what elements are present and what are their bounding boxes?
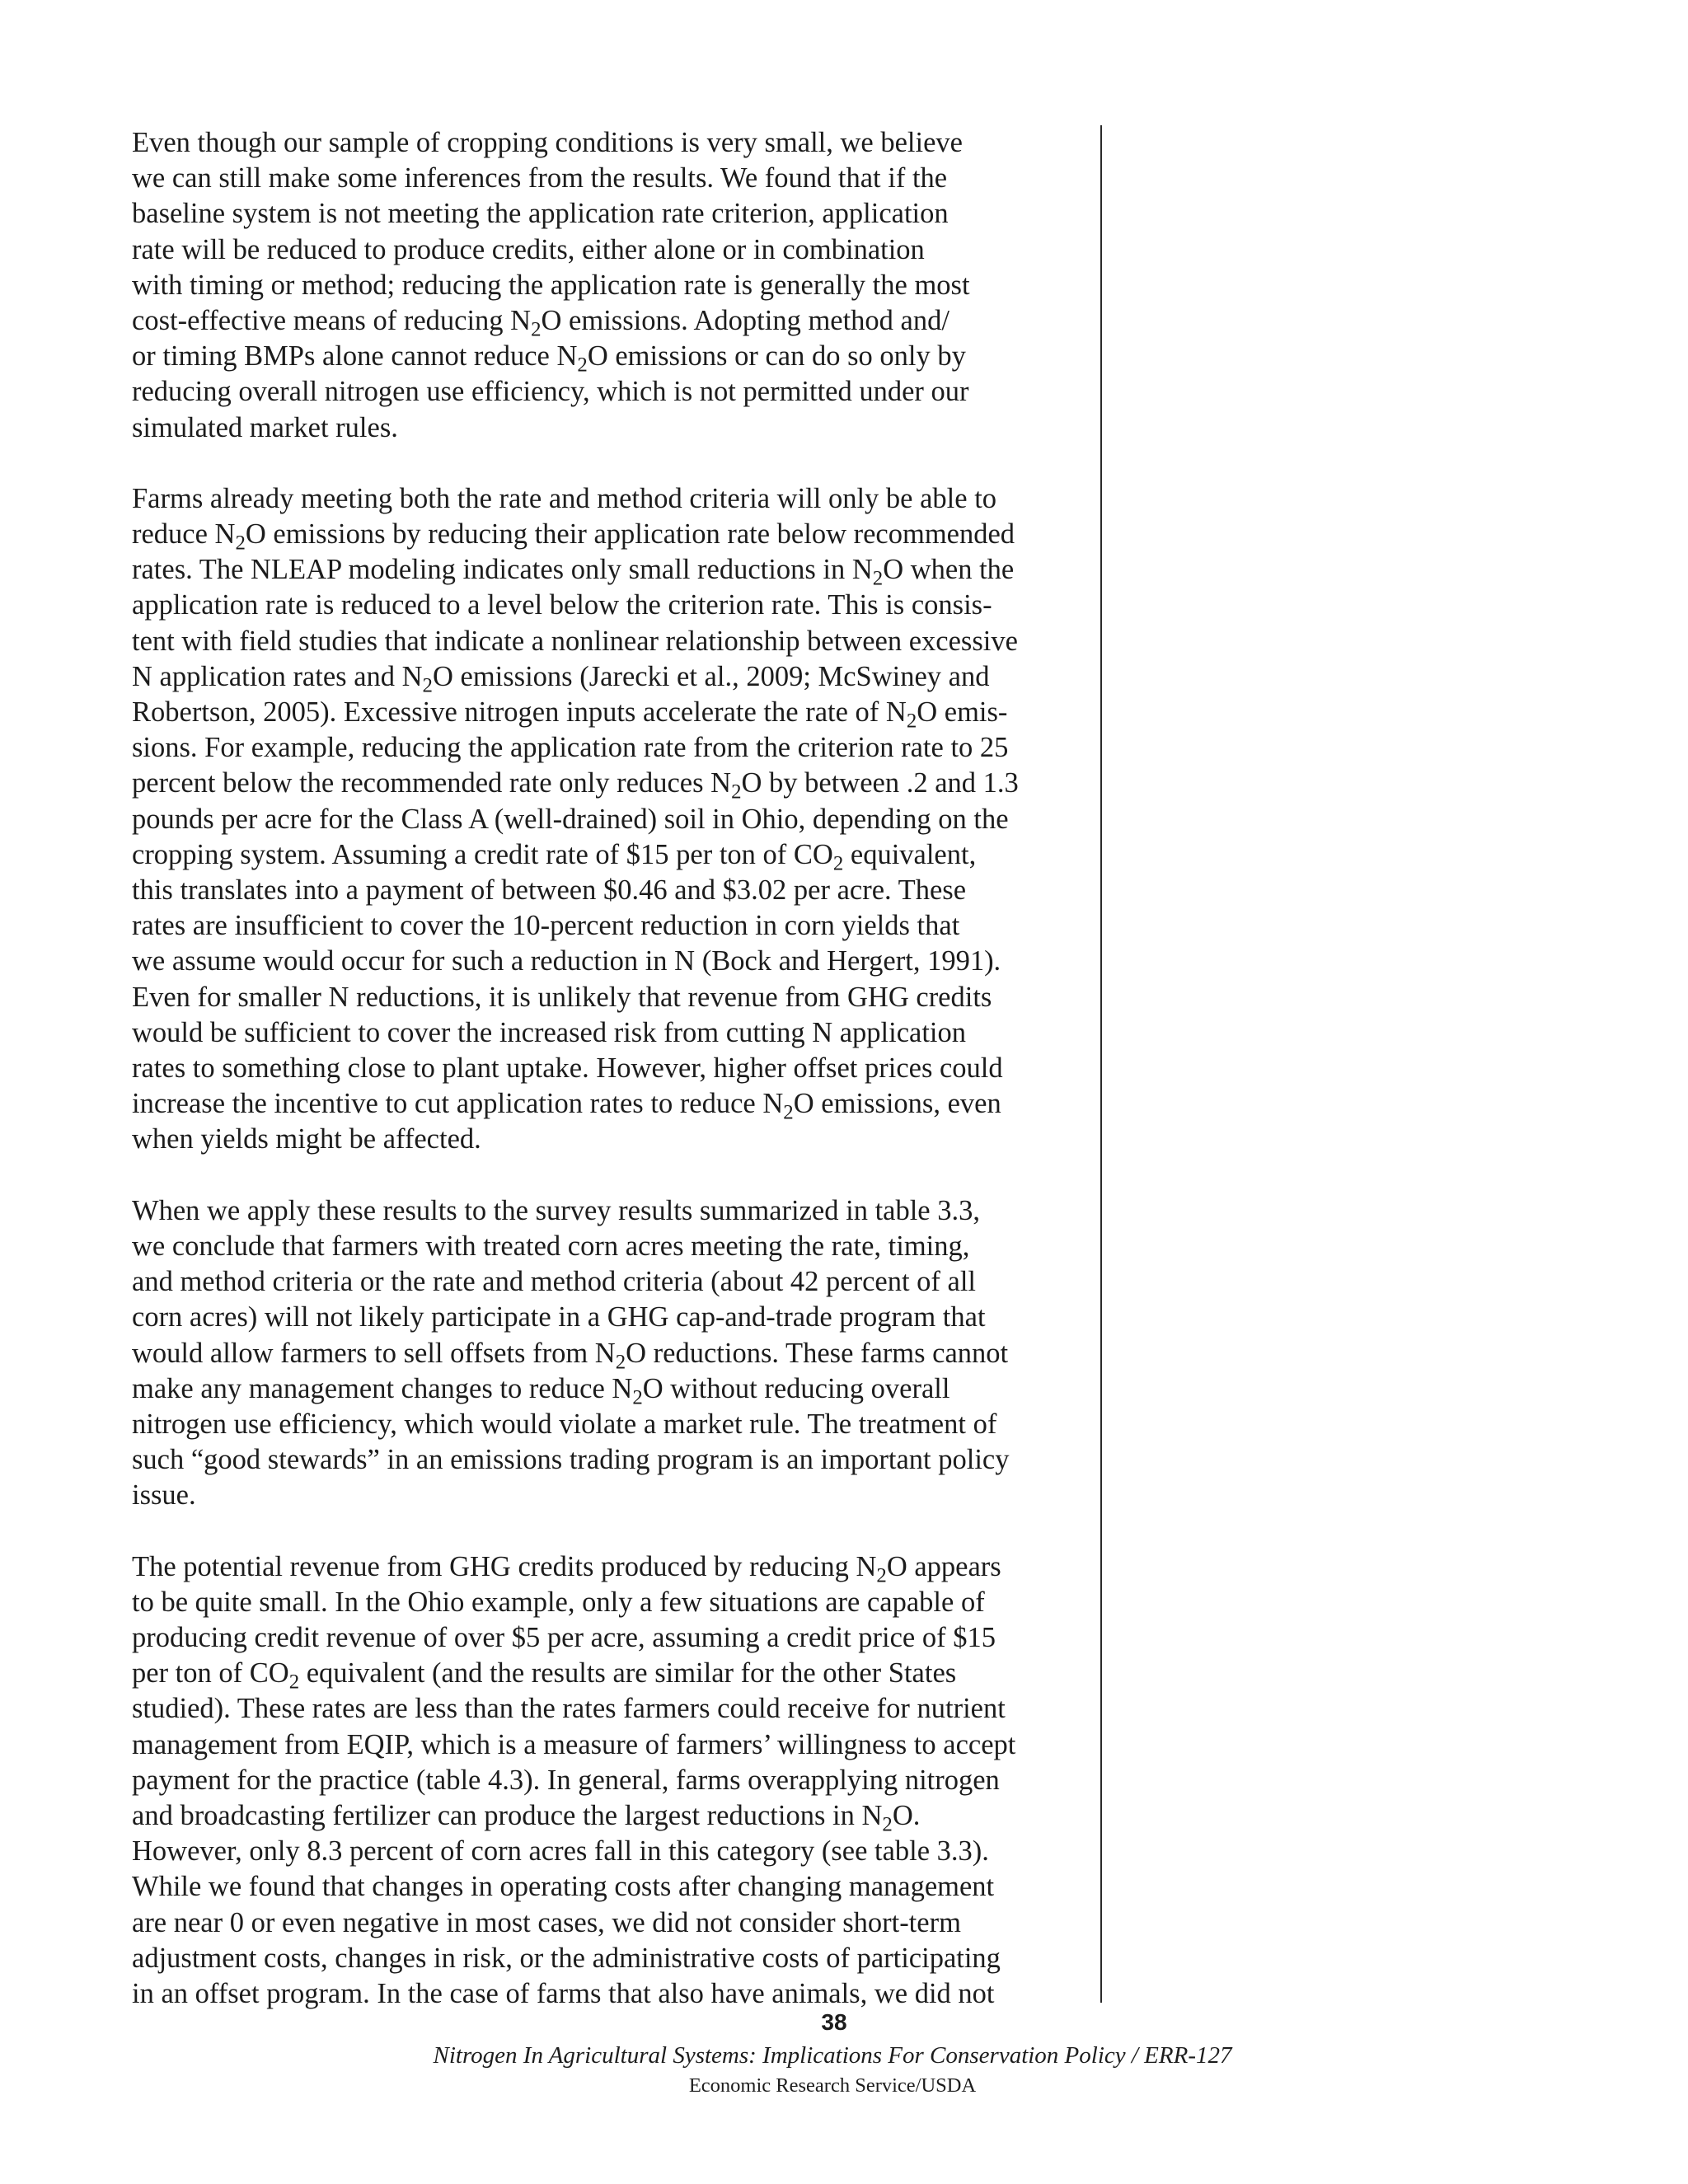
text-line	[132, 766, 1080, 804]
text-run: percent below the recommended rate only reduces N	[132, 767, 732, 799]
text-run: studied). These rates are less than the rates farmers could receive for nutrient	[132, 1693, 1006, 1725]
text-line	[132, 1656, 1080, 1694]
text-line	[132, 1336, 1080, 1371]
text-line	[132, 517, 1080, 555]
text-run: Robertson, 2005). Excessive nitrogen inputs accelerate the rate of N	[132, 696, 907, 729]
text-run: cost-effective means of reducing N	[132, 305, 532, 337]
body-text	[132, 125, 1080, 2047]
text-run: Even though our sample of cropping conditions is very small, we believe	[132, 127, 963, 158]
text-run: producing credit revenue of over $5 per acre, assuming a credit price of $15	[132, 1621, 996, 1653]
text-line	[132, 1620, 1080, 1656]
text-run: O appears	[886, 1550, 1001, 1582]
text-run: issue.	[132, 1479, 196, 1511]
text-line	[132, 624, 1080, 659]
text-line	[132, 161, 1080, 196]
text-line	[132, 303, 1080, 339]
vertical-rule	[1100, 125, 1102, 2003]
subscript: 2	[876, 1563, 887, 1586]
text-run: this translates into a payment of between $0.46 and $3.02 per acre. These	[132, 874, 967, 907]
subscript: 2	[615, 1350, 626, 1373]
text-run: reduce N	[132, 518, 236, 551]
page-number: 38	[821, 2009, 847, 2035]
text-run: are near 0 or even negative in most cases, we did not consider short-term	[132, 1906, 961, 1938]
text-line	[132, 1585, 1080, 1620]
text-line	[132, 1727, 1080, 1763]
text-run: rates to something close to plant uptake. However, higher offset prices could	[132, 1052, 1003, 1085]
text-run: Farms already meeting both the rate and method criteria will only be able to	[132, 482, 997, 514]
subscript: 2	[235, 532, 246, 555]
text-line	[132, 1229, 1080, 1264]
text-run: O without reducing overall	[642, 1372, 950, 1404]
text-run: O by between .2 and 1.3	[741, 767, 1019, 799]
text-run: O reductions. These farms cannot	[626, 1337, 1009, 1369]
text-run: application rate is reduced to a level below the criterion rate. This is consis-	[132, 589, 992, 621]
subscript: 2	[832, 852, 844, 875]
text-run: we can still make some inferences from the results. We found that if the	[132, 162, 948, 194]
subscript: 2	[632, 1386, 643, 1409]
paragraph	[132, 481, 1080, 1158]
text-line	[132, 1549, 1080, 1585]
text-line	[132, 1407, 1080, 1442]
text-run: While we found that changes in operating costs after changing management	[132, 1871, 995, 1903]
text-run: O emis-	[917, 696, 1008, 729]
subscript: 2	[577, 354, 588, 377]
text-line	[132, 1798, 1080, 1834]
text-line	[132, 196, 1080, 232]
text-line	[132, 1763, 1080, 1798]
text-line	[132, 1976, 1080, 2012]
text-run: rates. The NLEAP modeling indicates only small reductions in N	[132, 554, 873, 586]
text-run: When we apply these results to the survey results summarized in table 3.3,	[132, 1194, 980, 1226]
text-line	[132, 481, 1080, 517]
text-run: would allow farmers to sell offsets from N	[132, 1337, 616, 1369]
text-line	[132, 1015, 1080, 1051]
text-run: such “good stewards” in an emissions trading program is an important policy	[132, 1444, 1010, 1476]
subscript: 2	[906, 710, 917, 733]
text-run: pounds per acre for the Class A (well-drained) soil in Ohio, depending on the	[132, 803, 1009, 835]
text-line	[132, 837, 1080, 873]
paragraph	[132, 1549, 1080, 2013]
subscript: 2	[288, 1671, 300, 1694]
text-run: The potential revenue from GHG credits produced by reducing N	[132, 1550, 877, 1582]
text-run: we assume would occur for such a reduction in N (Bock and Hergert, 1991).	[132, 945, 1001, 977]
text-run: O when the	[883, 554, 1015, 586]
text-line	[132, 1442, 1080, 1478]
text-run: O emissions, even	[793, 1088, 1001, 1120]
text-line	[132, 944, 1080, 979]
text-line	[132, 1905, 1080, 1941]
text-run: or timing BMPs alone cannot reduce N	[132, 340, 578, 373]
text-run: cropping system. Assuming a credit rate of $15 per ton of CO	[132, 838, 833, 870]
text-run: baseline system is not meeting the application rate criterion, application	[132, 198, 949, 230]
text-run: simulated market rules.	[132, 411, 398, 443]
text-line	[132, 588, 1080, 623]
subscript: 2	[422, 674, 433, 697]
subscript: 2	[731, 780, 742, 804]
text-line	[132, 1300, 1080, 1335]
text-line	[132, 730, 1080, 766]
text-line	[132, 659, 1080, 695]
text-line	[132, 1691, 1080, 1727]
text-line	[132, 1834, 1080, 1869]
text-line	[132, 1193, 1080, 1229]
text-run: O emissions (Jarecki et al., 2009; McSwiney and	[432, 660, 990, 692]
publisher-name: Economic Research Service/USDA	[688, 2074, 977, 2097]
text-run: we conclude that farmers with treated corn acres meeting the rate, timing,	[132, 1230, 970, 1262]
text-line	[132, 1122, 1080, 1157]
text-run: equivalent,	[843, 838, 977, 870]
text-run: tent with field studies that indicate a nonlinear relationship between excessive	[132, 625, 1018, 657]
text-run: increase the incentive to cut application rates to reduce N	[132, 1088, 784, 1120]
text-run: make any management changes to reduce N	[132, 1372, 633, 1404]
text-run: sions. For example, reducing the application rate from the criterion rate to 25	[132, 732, 1009, 764]
text-run: O emissions or can do so only by	[587, 340, 966, 373]
text-line	[132, 1264, 1080, 1300]
text-run: when yields might be affected.	[132, 1123, 481, 1155]
text-line	[132, 1371, 1080, 1407]
text-run: However, only 8.3 percent of corn acres fall in this category (see table 3.3).	[132, 1835, 989, 1868]
text-line	[132, 695, 1080, 733]
text-run: corn acres) will not likely participate in a GHG cap-and-trade program that	[132, 1301, 986, 1333]
paragraph	[132, 125, 1080, 446]
text-run: rates are insufficient to cover the 10-percent reduction in corn yields that	[132, 910, 960, 942]
text-line	[132, 1051, 1080, 1086]
text-run: adjustment costs, changes in risk, or the administrative costs of participating	[132, 1942, 1001, 1974]
text-line	[132, 410, 1080, 446]
text-run: reducing overall nitrogen use efficiency, which is not permitted under our	[132, 376, 969, 408]
subscript: 2	[531, 318, 542, 341]
text-run: would be sufficient to cover the increased risk from cutting N application	[132, 1016, 967, 1048]
subscript: 2	[882, 1813, 893, 1836]
text-line	[132, 873, 1080, 908]
report-title: Nitrogen In Agricultural Systems: Implications For Conservation Policy / ERR-127	[433, 2042, 1232, 2069]
text-run: per ton of CO	[132, 1657, 289, 1690]
text-run: O emissions. Adopting method and/	[541, 305, 950, 337]
text-run: equivalent (and the results are similar for the other States	[299, 1657, 957, 1690]
text-line	[132, 1478, 1080, 1513]
paragraph	[132, 1193, 1080, 1514]
text-run: with timing or method; reducing the application rate is generally the most	[132, 269, 970, 301]
text-run: rate will be reduced to produce credits, either alone or in combination	[132, 233, 925, 265]
text-line	[132, 908, 1080, 944]
text-run: to be quite small. In the Ohio example, only a few situations are capable of	[132, 1586, 985, 1618]
text-run: O.	[892, 1799, 921, 1831]
text-run: management from EQIP, which is a measure of farmers’ willingness to accept	[132, 1728, 1016, 1760]
text-run: payment for the practice (table 4.3). In general, farms overapplying nitrogen	[132, 1764, 1000, 1796]
text-run: in an offset program. In the case of farms that also have animals, we did not	[132, 1977, 995, 2009]
text-run: and broadcasting fertilizer can produce the largest reductions in N	[132, 1799, 883, 1831]
text-line	[132, 374, 1080, 410]
text-run: nitrogen use efficiency, which would violate a market rule. The treatment of	[132, 1408, 997, 1440]
text-line	[132, 339, 1080, 377]
text-run: Even for smaller N reductions, it is unlikely that revenue from GHG credits	[132, 981, 992, 1013]
text-line	[132, 980, 1080, 1015]
subscript: 2	[872, 567, 884, 590]
text-line	[132, 1941, 1080, 1976]
subscript: 2	[783, 1101, 794, 1124]
text-line	[132, 125, 1080, 161]
text-line	[132, 552, 1080, 588]
text-run: O emissions by reducing their application rate below recommended	[245, 518, 1015, 551]
text-line	[132, 1086, 1080, 1122]
text-run: and method criteria or the rate and method criteria (about 42 percent of all	[132, 1266, 977, 1298]
text-line	[132, 268, 1080, 303]
text-line	[132, 1869, 1080, 1905]
text-run: N application rates and N	[132, 660, 423, 692]
text-line	[132, 802, 1080, 837]
text-line	[132, 232, 1080, 268]
